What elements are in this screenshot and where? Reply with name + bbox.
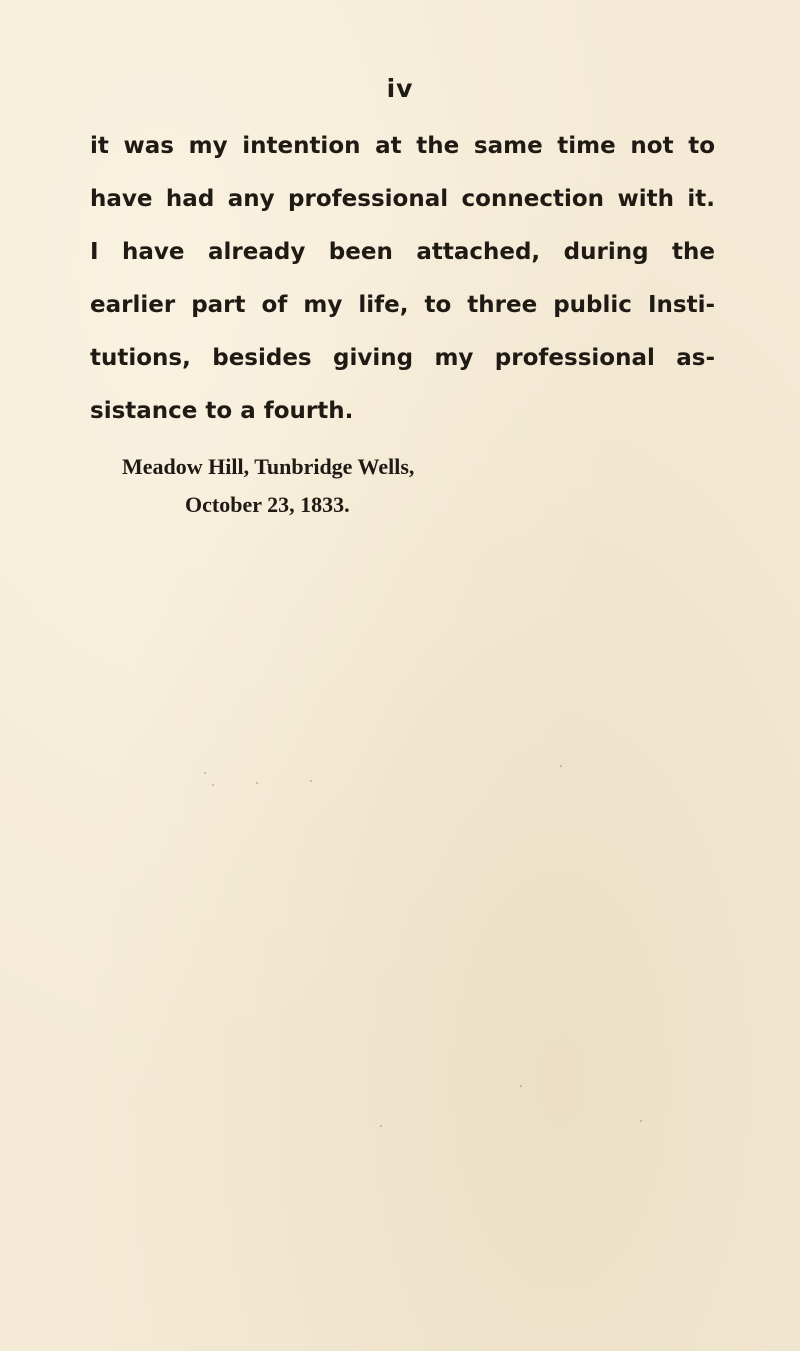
text-line: I have already been attached, during the <box>90 239 715 265</box>
paper-speck <box>256 782 258 784</box>
text-line: earlier part of my life, to three public Insti- <box>90 292 715 318</box>
paper-speck <box>310 780 312 782</box>
page-number: iv <box>386 74 414 103</box>
paper-speck <box>204 772 206 774</box>
text-line: have had any professional connection with it. <box>90 186 715 212</box>
signoff-place: Meadow Hill, Tunbridge Wells, <box>122 454 415 479</box>
paper-speck <box>640 1120 642 1122</box>
paper-speck <box>520 1085 522 1087</box>
signoff-date: October 23, 1833. <box>185 492 350 517</box>
paper-speck <box>380 1125 382 1127</box>
signoff <box>122 448 414 524</box>
text-line: it was my intention at the same time not to <box>90 133 715 159</box>
text-line: tutions, besides giving my professional as- <box>90 345 715 371</box>
paper-speck <box>560 765 562 767</box>
text-line: sistance to a fourth. <box>90 398 354 424</box>
paper-speck <box>212 784 214 786</box>
body-paragraph <box>90 120 715 438</box>
